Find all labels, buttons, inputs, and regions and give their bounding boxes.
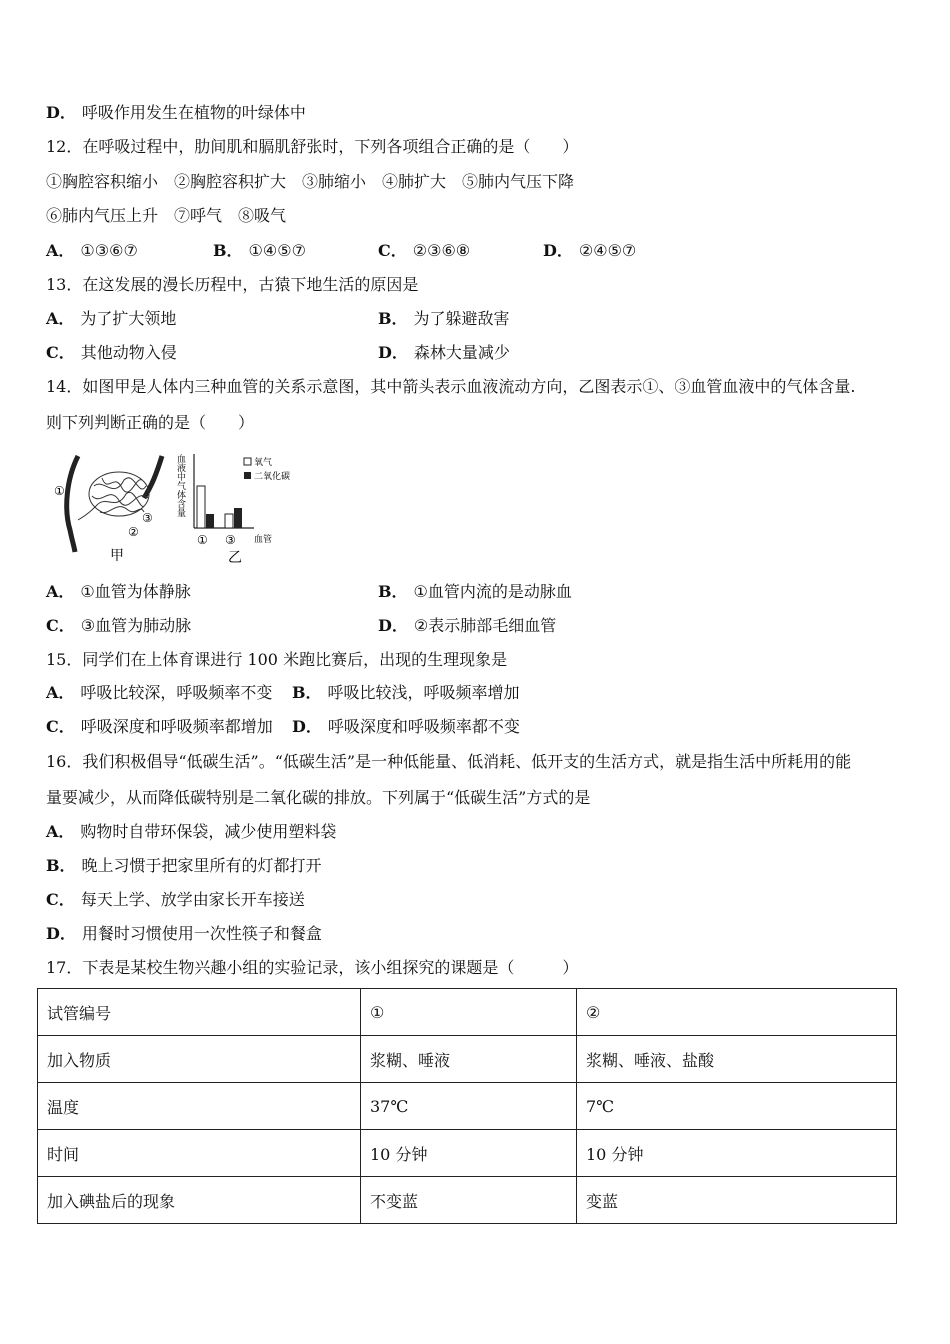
q16-option-b [46,856,322,876]
option-label: B． [292,683,322,702]
option-label: D． [292,717,322,736]
option-text: ①④⑤⑦ [248,241,306,260]
table-cell: 时间 [38,1130,361,1177]
q12-option-b [213,241,306,261]
q11-option-d [46,103,306,123]
q14-stem-1: 14．如图甲是人体内三种血管的关系示意图，其中箭头表示血液流动方向，乙图表示①、③血管血液中的气体含量. [46,377,856,396]
option-text: ①③⑥⑦ [80,241,138,260]
option-text: ①血管内流的是动脉血 [413,582,572,601]
option-text: 呼吸深度和呼吸频率都不变 [327,717,520,736]
x-tick-3: ③ [225,533,236,547]
experiment-table [37,988,897,1224]
capillary-network-icon [78,472,149,520]
chart-ylabel: 血液中气体含量 [175,454,185,517]
q13-option-a [46,309,176,329]
option-text: 其他动物入侵 [80,343,177,362]
option-label: D． [543,241,573,260]
q14-option-d [378,616,556,636]
q12-option-d [543,241,636,261]
option-text: ①血管为体静脉 [80,582,191,601]
q16-option-a [46,822,336,842]
bar-co2-3 [234,508,242,528]
q12-option-c [378,241,470,261]
figure-caption-jia: 甲 [110,548,124,564]
q14-option-a [46,582,191,602]
q13-option-c [46,343,177,363]
table-cell: 7℃ [577,1083,897,1130]
q13-stem: 13．在这发展的漫长历程中，古猿下地生活的原因是 [46,275,419,294]
q13-option-d [378,343,510,363]
option-text: 呼吸比较浅，呼吸频率增加 [327,683,520,702]
option-text: 购物时自带环保袋，减少使用塑料袋 [80,822,337,841]
bar-co2-1 [206,514,214,528]
option-label: B． [46,856,76,875]
q17-stem: 17．下表是某校生物兴趣小组的实验记录，该小组探究的课题是（ ） [46,958,579,977]
table-cell: ② [577,989,897,1036]
option-label: C． [46,890,75,909]
q14-stem-2: 则下列判断正确的是（ ） [46,413,255,432]
q16-option-d [46,924,322,944]
figure-caption-yi: 乙 [228,550,242,566]
option-label: C． [378,241,407,260]
vessel-1-label: ① [54,484,65,498]
table-cell: ① [361,989,577,1036]
option-text: 森林大量减少 [413,343,510,362]
q16-stem-1: 16．我们积极倡导“低碳生活”。“低碳生活”是一种低能量、低消耗、低开支的生活方式，就是指生活中所耗用的能 [46,752,852,771]
option-text: 呼吸深度和呼吸频率都增加 [80,717,273,736]
legend-co2-label: 二氧化碳 [254,472,291,482]
table-row [38,989,897,1036]
option-text: 晚上习惯于把家里所有的灯都打开 [81,856,322,875]
bar-oxygen-3 [225,514,233,528]
option-label: D． [46,924,76,943]
q14-option-b [378,582,572,602]
table-row [38,1130,897,1177]
table-cell: 不变蓝 [361,1177,577,1224]
option-label: A． [46,309,75,328]
option-label: A． [46,822,75,841]
option-text: 为了躲避敌害 [413,309,510,328]
q12-items-2: ⑥肺内气压上升 ⑦呼气 ⑧吸气 [46,206,287,225]
option-label: A． [46,241,75,260]
table-cell: 加入物质 [38,1036,361,1083]
q15-stem: 15．同学们在上体育课进行 100 米跑比赛后，出现的生理现象是 [46,650,508,669]
option-label: D． [378,343,408,362]
option-text: 为了扩大领地 [80,309,177,328]
option-text: 用餐时习惯使用一次性筷子和餐盒 [81,924,322,943]
option-label: D． [378,616,408,635]
q12-stem: 12．在呼吸过程中，肋间肌和膈肌舒张时，下列各项组合正确的是（ ） [46,137,579,156]
q14-option-c [46,616,191,636]
vessel-3-label: ③ [142,511,153,525]
option-label: B． [378,309,408,328]
q15-option-b [292,683,520,703]
legend-oxygen-label: 氧气 [254,458,273,468]
option-text: ③血管为肺动脉 [80,616,192,635]
option-text: 呼吸比较深，呼吸频率不变 [80,683,273,702]
option-label: A． [46,683,75,702]
vessel-1-icon [67,456,78,552]
option-text: 呼吸作用发生在植物的叶绿体中 [81,103,306,122]
table-cell: 加入碘盐后的现象 [38,1177,361,1224]
option-label: C． [46,343,75,362]
option-label: C． [46,616,75,635]
table-cell: 10 分钟 [361,1130,577,1177]
table-cell: 温度 [38,1083,361,1130]
option-text: ②③⑥⑧ [412,241,471,260]
x-tick-1: ① [197,533,208,547]
vessel-2-label: ② [128,525,139,539]
q15-option-d [292,717,520,737]
table-cell: 变蓝 [577,1177,897,1224]
vessel-3-icon [144,456,162,498]
option-label: A． [46,582,75,601]
table-cell: 10 分钟 [577,1130,897,1177]
q12-option-a [46,241,138,261]
chart-xlabel: 血管 [254,535,273,545]
option-text: ②表示肺部毛细血管 [413,616,557,635]
option-label: B． [378,582,408,601]
option-text: ②④⑤⑦ [578,241,637,260]
legend-co2-swatch [244,472,251,479]
q13-option-b [378,309,510,329]
q15-option-a [46,683,272,703]
bar-oxygen-1 [197,486,205,528]
q16-stem-2: 量要减少，从而降低碳特别是二氧化碳的排放。下列属于“低碳生活”方式的是 [46,788,591,807]
table-cell: 浆糊、唾液、盐酸 [577,1036,897,1083]
table-row [38,1177,897,1224]
option-label: C． [46,717,75,736]
q15-option-c [46,717,273,737]
table-row [38,1036,897,1083]
option-label: D． [46,103,76,122]
option-label: B． [213,241,243,260]
blood-vessel-figure [44,450,314,570]
table-cell: 试管编号 [38,989,361,1036]
option-text: 每天上学、放学由家长开车接送 [80,890,305,909]
table-row [38,1083,897,1130]
table-cell: 浆糊、唾液 [361,1036,577,1083]
q12-items-1: ①胸腔容积缩小 ②胸腔容积扩大 ③肺缩小 ④肺扩大 ⑤肺内气压下降 [46,172,575,191]
legend-oxygen-swatch [244,458,251,465]
q16-option-c [46,890,305,910]
table-cell: 37℃ [361,1083,577,1130]
